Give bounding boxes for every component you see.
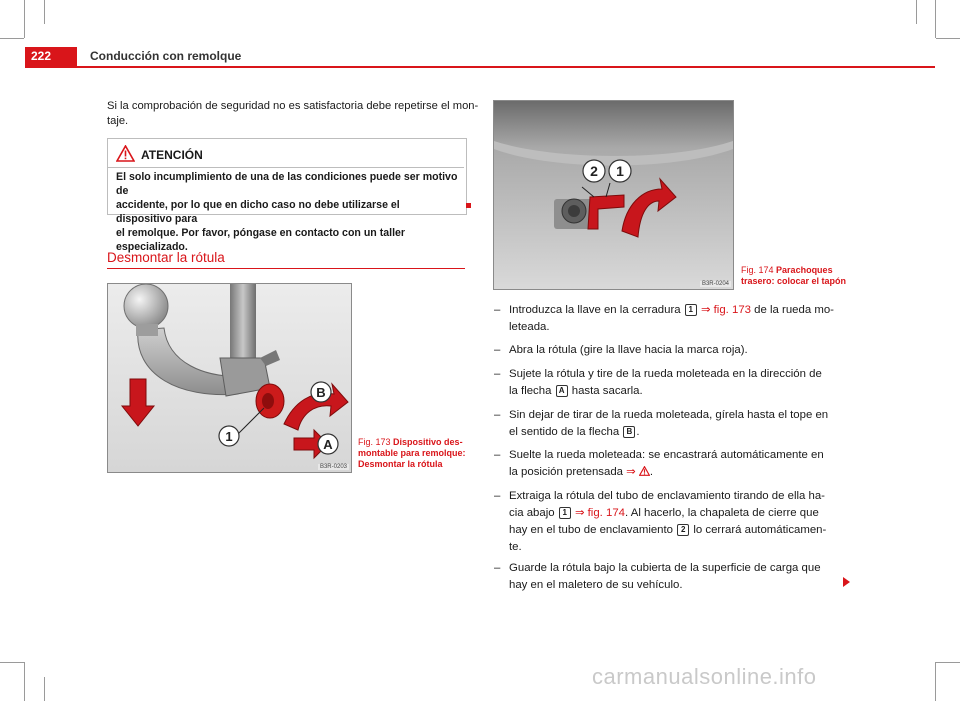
- crop-mark: [0, 662, 24, 663]
- watermark: carmanualsonline.info: [592, 664, 817, 689]
- warning-line-1: El solo incumplimiento de una de las condiciones puede ser motivo de: [116, 171, 458, 197]
- figure-173-caption-line-1: Dispositivo des-: [393, 437, 463, 447]
- figure-174-label-2: 2: [590, 163, 598, 179]
- crop-mark: [936, 38, 960, 39]
- figure-174-label-1: 1: [616, 163, 624, 179]
- figure-174-caption: [741, 265, 846, 287]
- page-number: 222: [31, 49, 52, 63]
- figure-174-caption-line-1: Parachoques: [776, 265, 833, 275]
- figure-173-caption-line-3: Desmontar la rótula: [358, 459, 443, 469]
- figure-173-code: B3R-0203: [319, 464, 347, 470]
- badge-B: B: [623, 426, 635, 438]
- crop-mark: [44, 677, 45, 701]
- section-end-marker: [466, 203, 471, 208]
- rear-bumper-illustration: [494, 101, 733, 289]
- section-title: Desmontar la rótula: [107, 250, 225, 265]
- warning-triangle-icon: [639, 466, 650, 476]
- tow-hitch-illustration: [108, 284, 351, 472]
- step-4: – Sin dejar de tirar de la rueda moleteada, gírela hasta el tope en el sentido de la flecha B .: [494, 409, 829, 438]
- header-rule: [25, 66, 935, 68]
- crop-mark: [935, 0, 936, 38]
- step-3: – Sujete la rótula y tire de la rueda moleteada en la dirección de la flecha A hasta sacarla.: [494, 368, 822, 397]
- crop-mark: [24, 0, 25, 38]
- crop-mark: [44, 0, 45, 24]
- badge-2: 2: [677, 524, 689, 536]
- figure-173-label-B: B: [316, 385, 326, 400]
- warning-line-3: el remolque. Por favor, póngase en contacto con un taller especializado.: [116, 227, 406, 253]
- continue-arrow-icon: [843, 577, 850, 587]
- crop-mark: [0, 38, 24, 39]
- warning-body: [116, 170, 458, 254]
- step-6: – Extraiga la rótula del tubo de enclavamiento tirando de ella ha- cia abajo 1 ⇒ fig. 174. Al hacerlo, la chapaleta de cierre que hay en el tubo de enclavamiento 2 lo cerrará automáticamen- te.: [494, 490, 827, 553]
- warning-line-2: accidente, por lo que en dicho caso no debe utilizarse el dispositivo para: [116, 199, 400, 225]
- intro-line-1: Si la comprobación de seguridad no es satisfactoria debe repetirse el mon-: [107, 100, 479, 112]
- figure-173-label-A: A: [323, 437, 333, 452]
- step-1: – Introduzca la llave en la cerradura 1 ⇒ fig. 173 de la rueda mo- leteada.: [494, 304, 834, 333]
- figure-173-caption-label: Fig. 173: [358, 437, 391, 447]
- warning-link[interactable]: ⇒: [626, 466, 636, 478]
- figure-174-link[interactable]: ⇒ fig. 174: [574, 507, 626, 519]
- figure-173-link[interactable]: ⇒ fig. 173: [700, 304, 752, 316]
- figure-173-caption-line-2: montable para remolque:: [358, 448, 466, 458]
- figure-173-caption: [358, 437, 466, 470]
- badge-1: 1: [685, 304, 697, 316]
- figure-174-caption-line-2: trasero: colocar el tapón: [741, 276, 847, 286]
- chapter-title: Conducción con remolque: [90, 49, 242, 63]
- badge-1: 1: [559, 507, 571, 519]
- figure-173: [107, 283, 352, 473]
- warning-triangle-icon: [116, 145, 135, 162]
- warning-title: ATENCIÓN: [141, 148, 203, 162]
- crop-mark: [935, 662, 936, 701]
- step-7: – Guarde la rótula bajo la cubierta de la superficie de carga que hay en el maletero de su vehículo.: [494, 562, 821, 591]
- figure-174: [493, 100, 734, 290]
- figure-174-code: B3R-0204: [701, 281, 729, 287]
- section-rule: [107, 268, 465, 269]
- crop-mark: [916, 0, 917, 24]
- crop-mark: [24, 662, 25, 701]
- intro-line-2: taje.: [107, 115, 129, 127]
- step-2: – Abra la rótula (gire la llave hacia la marca roja).: [494, 344, 748, 356]
- figure-173-label-1: 1: [225, 429, 233, 444]
- step-5: – Suelte la rueda moleteada: se encastrará automáticamente en la posición pretensada ⇒ .: [494, 449, 824, 478]
- figure-174-caption-label: Fig. 174: [741, 265, 774, 275]
- crop-mark: [936, 662, 960, 663]
- badge-A: A: [556, 385, 568, 397]
